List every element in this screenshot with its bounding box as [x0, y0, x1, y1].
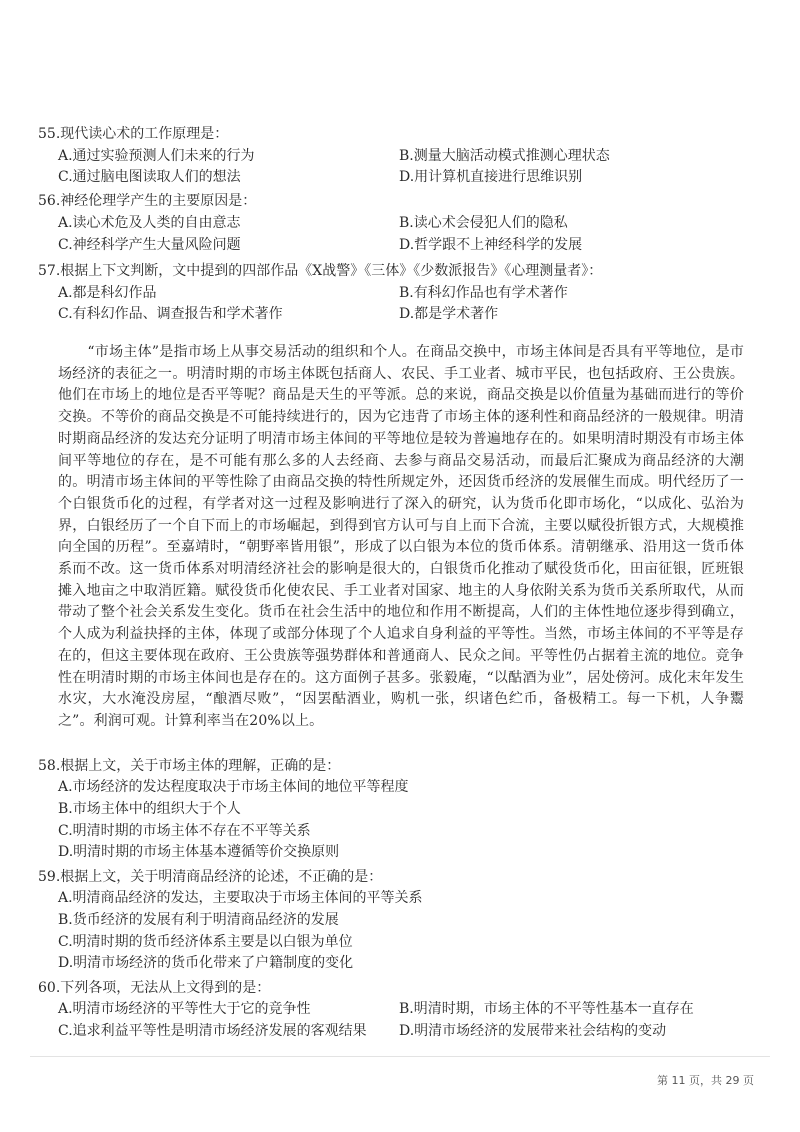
question-59-option-d: D.明清市场经济的货币化带来了户籍制度的变化	[58, 955, 354, 971]
footer-divider	[30, 1056, 770, 1057]
question-56-option-d: D.哲学跟不上神经科学的发展	[399, 237, 583, 253]
question-57-option-c: C.有科幻作品、调查报告和学术著作	[58, 306, 283, 322]
question-59-option-a: A.明清商品经济的发达，主要取决于市场主体间的平等关系	[58, 890, 423, 906]
question-59-option-c: C.明清时期的货币经济体系主要是以白银为单位	[58, 934, 353, 950]
question-60-option-c: C.追求利益平等性是明清市场经济发展的客观结果	[58, 1023, 367, 1039]
page-number: 第 11 页，共 29 页	[657, 1074, 754, 1087]
question-55-option-b: B.测量大脑活动模式推测心理状态	[399, 148, 610, 164]
question-59-stem: 59.根据上文，关于明清商品经济的论述，不正确的是：	[38, 869, 383, 885]
question-55-option-c: C.通过脑电图读取人们的想法	[58, 169, 241, 185]
question-56-option-a: A.读心术危及人类的自由意志	[58, 215, 241, 231]
question-55-stem: 55.现代读心术的工作原理是：	[38, 126, 229, 142]
question-57-option-b: B.有科幻作品也有学术著作	[399, 285, 568, 301]
question-55-option-a: A.通过实验预测人们未来的行为	[58, 148, 255, 164]
question-57-option-d: D.都是学术著作	[399, 306, 499, 322]
question-58-option-c: C.明清时期的市场主体不存在不平等关系	[58, 823, 311, 839]
question-56-option-b: B.读心术会侵犯人们的隐私	[399, 215, 568, 231]
question-60-stem: 60.下列各项，无法从上文得到的是：	[38, 980, 271, 996]
question-60-option-a: A.明清市场经济的平等性大于它的竞争性	[58, 1001, 311, 1017]
question-57-option-a: A.都是科幻作品	[58, 285, 157, 301]
question-58-option-d: D.明清时期的市场主体基本遵循等价交换原则	[58, 844, 340, 860]
question-56-stem: 56.神经伦理学产生的主要原因是：	[38, 193, 257, 209]
question-55-option-d: D.用计算机直接进行思维识别	[399, 169, 583, 185]
question-58-option-b: B.市场主体中的组织大于个人	[58, 801, 241, 817]
question-58-stem: 58.根据上文，关于市场主体的理解，正确的是：	[38, 758, 341, 774]
question-58-option-a: A.市场经济的发达程度取决于市场主体间的地位平等程度	[58, 779, 409, 795]
question-57-stem: 57.根据上下文判断，文中提到的四部作品《X战警》《三体》《少数派报告》《心理测量者》：	[38, 263, 603, 279]
question-56-option-c: C.神经科学产生大量风险问题	[58, 237, 241, 253]
question-59-option-b: B.货币经济的发展有利于明清商品经济的发展	[58, 912, 339, 928]
question-60-option-b: B.明清时期，市场主体的不平等性基本一直存在	[399, 1001, 694, 1017]
question-60-option-d: D.明清市场经济的发展带来社会结构的变动	[399, 1023, 667, 1039]
reading-passage: “市场主体”是指市场上从事交易活动的组织和个人。在商品交换中，市场主体间是否具有平等地位，是市场经济的表征之一。明清时期的市场主体既包括商人、农民、手工业者、城市平民，也包括政府、王公贵族。他们在市场上的地位是否平等呢？商品是天生的平等派。总的来说，商品交换是以价值量为基础而进行的等价交换。不等价的商品交换是不可能持续进行的，因为它违背了市场主体的逐利性和商品经济的一般规律。明清时期商品经济的发达充分证明了明清市场主体间的平等地位是较为普遍地存在的。如果明清时期没有市场主体间平等地位的存在，是不可能有那么多的人去经商、去参与商品交易活动，而最后汇聚成为商品经济的大潮的。明清市场主体间的平等性除了由商品交换的特性所规定外，还因货币经济的发展催生而成。明代经历了一个白银货币化的过程，有学者对这一过程及影响进行了深入的研究，认为货币化即市场化，“以成化、弘治为界，白银经历了一个自下而上的市场崛起，到得到官方认可与自上而下合流，主要以赋役折银方式，大规模推向全国的历程”。至嘉靖时，“朝野率皆用银”，形成了以白银为本位的货币体系。清朝继承、沿用这一货币体系而不改。这一货币体系对明清经济社会的影响是很大的，白银货币化推动了赋役货币化，田亩征银，匠班银摊入地亩之中取消匠籍。赋役货币化使农民、手工业者对国家、地主的人身依附关系为货币关系所取代，从而带动了整个社会关系发生变化。货币在社会生活中的地位和作用不断提高，人们的主体性地位逐步得到确立，个人成为利益抉择的主体，体现了或部分体现了个人追求自身利益的平等性。当然，市场主体间的不平等是存在的，但这主要体现在政府、王公贵族等强势群体和普通商人、民众之间。平等性仍占据着主流的地位。竞争性在明清时期的市场主体间也是存在的。这方面例子甚多。张毅庵，“以酤酒为业”，居处傍河。成化末年发生水灾，大水淹没房屋，“酿酒尽败”，“因罢酤酒业，购机一张，织诸色纻币，备极精工。每一下机，人争鬻之”。利润可观。计算利率当在20%以上。	[58, 344, 744, 729]
